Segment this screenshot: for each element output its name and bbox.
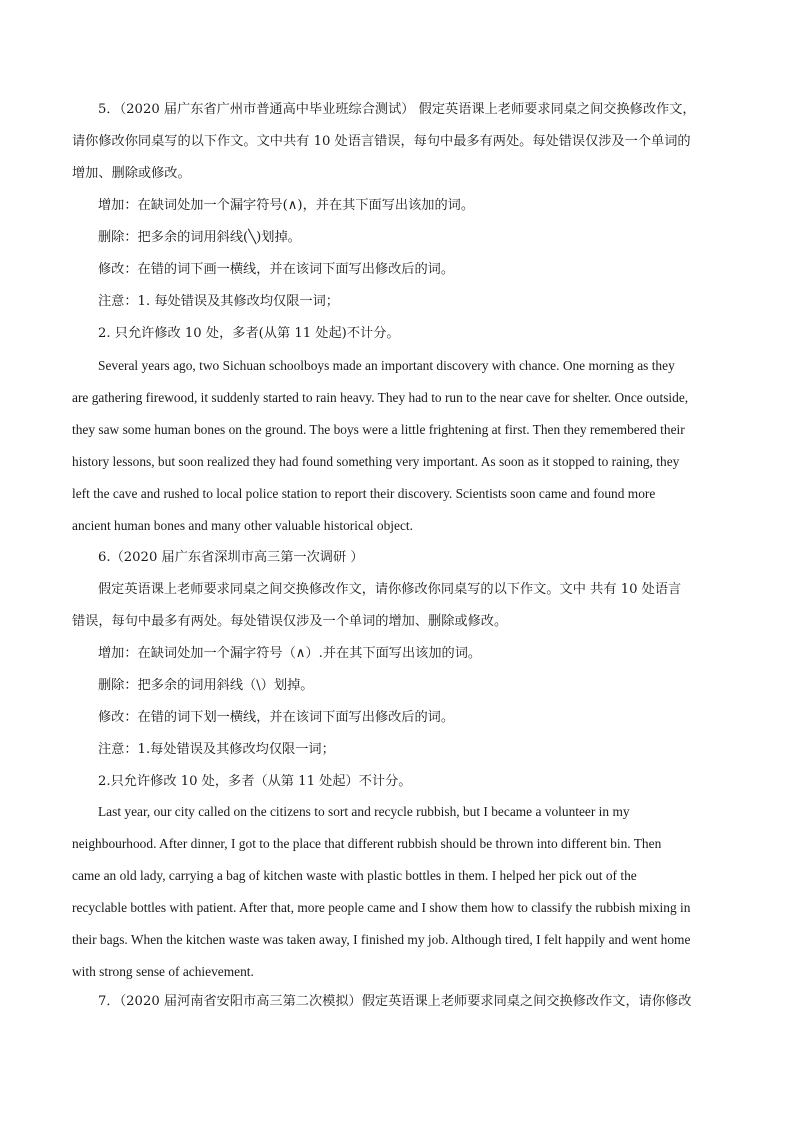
q6-note-2: 2.只允许修改 10 处，多者（从第 11 处起）不计分。 — [98, 774, 412, 789]
q5-passage-line-2: are gathering firewood, it suddenly started to rain heavy. They had to run to the near cave for shelter. Once outside, — [72, 390, 689, 405]
q5-rule-delete: 删除：把多余的词用斜线(╲)划掉。 — [98, 230, 301, 245]
q6-header: 6.（2020 届广东省深圳市高三第一次调研 ） — [98, 550, 364, 565]
q6-rule-add: 增加：在缺词处加一个漏字符号（∧）.并在其下面写出该加的词。 — [98, 646, 482, 661]
q5-note-2: 2. 只允许修改 10 处，多者(从第 11 处起)不计分。 — [98, 326, 400, 341]
q6-passage-line-5: their bags. When the kitchen waste was taken away, I finished my job. Although tired, I felt happily and went home — [72, 932, 691, 947]
q6-passage-line-6: with strong sense of achievement. — [72, 964, 254, 979]
q7-intro-line-1: 7．（2020 届河南省安阳市高三第二次模拟）假定英语课上老师要求同桌之间交换修改作文，请你修改 — [98, 994, 692, 1009]
q5-passage-line-3: they saw some human bones on the ground. The boys were a little frightening at first. Then they remembered their — [72, 422, 685, 437]
q5-passage-line-5: left the cave and rushed to local police station to report their discovery. Scientists soon came and found more — [72, 486, 656, 501]
q5-passage-line-6: ancient human bones and many other valuable historical object. — [72, 518, 413, 533]
q6-passage-line-4: recyclable bottles with patient. After that, more people came and I show them how to classify the rubbish mixing in — [72, 900, 691, 915]
q5-rule-add: 增加：在缺词处加一个漏字符号(∧)，并在其下面写出该加的词。 — [98, 198, 475, 213]
q6-passage-line-1: Last year, our city called on the citizens to sort and recycle rubbish, but I became a volunteer in my — [98, 804, 630, 819]
q6-intro-line-2: 错误，每句中最多有两处。每处错误仅涉及一个单词的增加、删除或修改。 — [72, 614, 508, 629]
q6-rule-modify: 修改：在错的词下划一横线，并在该词下面写出修改后的词。 — [98, 710, 455, 725]
q6-note-1: 注意：1.每处错误及其修改均仅限一词； — [98, 742, 335, 757]
q5-intro-line-2: 请你修改你同桌写的以下作文。文中共有 10 处语言错误，每句中最多有两处。每处错误仅涉及一个单词的 — [72, 134, 691, 149]
q5-intro-line-1: 5．（2020 届广东省广州市普通高中毕业班综合测试） 假定英语课上老师要求同桌之间交换修改作文， — [98, 102, 696, 117]
q5-passage-line-1: Several years ago, two Sichuan schoolboys made an important discovery with chance. One morning as they — [98, 358, 675, 373]
q6-intro-line-1: 假定英语课上老师要求同桌之间交换修改作文，请你修改你同桌写的以下作文。文中 共有 10 处语言 — [98, 582, 682, 597]
q5-note-1: 注意：1. 每处错误及其修改均仅限一词； — [98, 294, 339, 309]
q5-intro-line-3: 增加、删除或修改。 — [72, 166, 191, 181]
q6-passage-line-2: neighbourhood. After dinner, I got to the place that different rubbish should be thrown into different bin. Then — [72, 836, 662, 851]
q6-rule-delete: 删除：把多余的词用斜线（\）划掉。 — [98, 678, 314, 693]
q6-passage-line-3: came an old lady, carrying a bag of kitchen waste with plastic bottles in them. I helped her pick out of the — [72, 868, 637, 883]
q5-rule-modify: 修改：在错的词下画一横线，并在该词下面写出修改后的词。 — [98, 262, 455, 277]
q5-passage-line-4: history lessons, but soon realized they had found something very important. As soon as it stopped to raining, they — [72, 454, 680, 469]
